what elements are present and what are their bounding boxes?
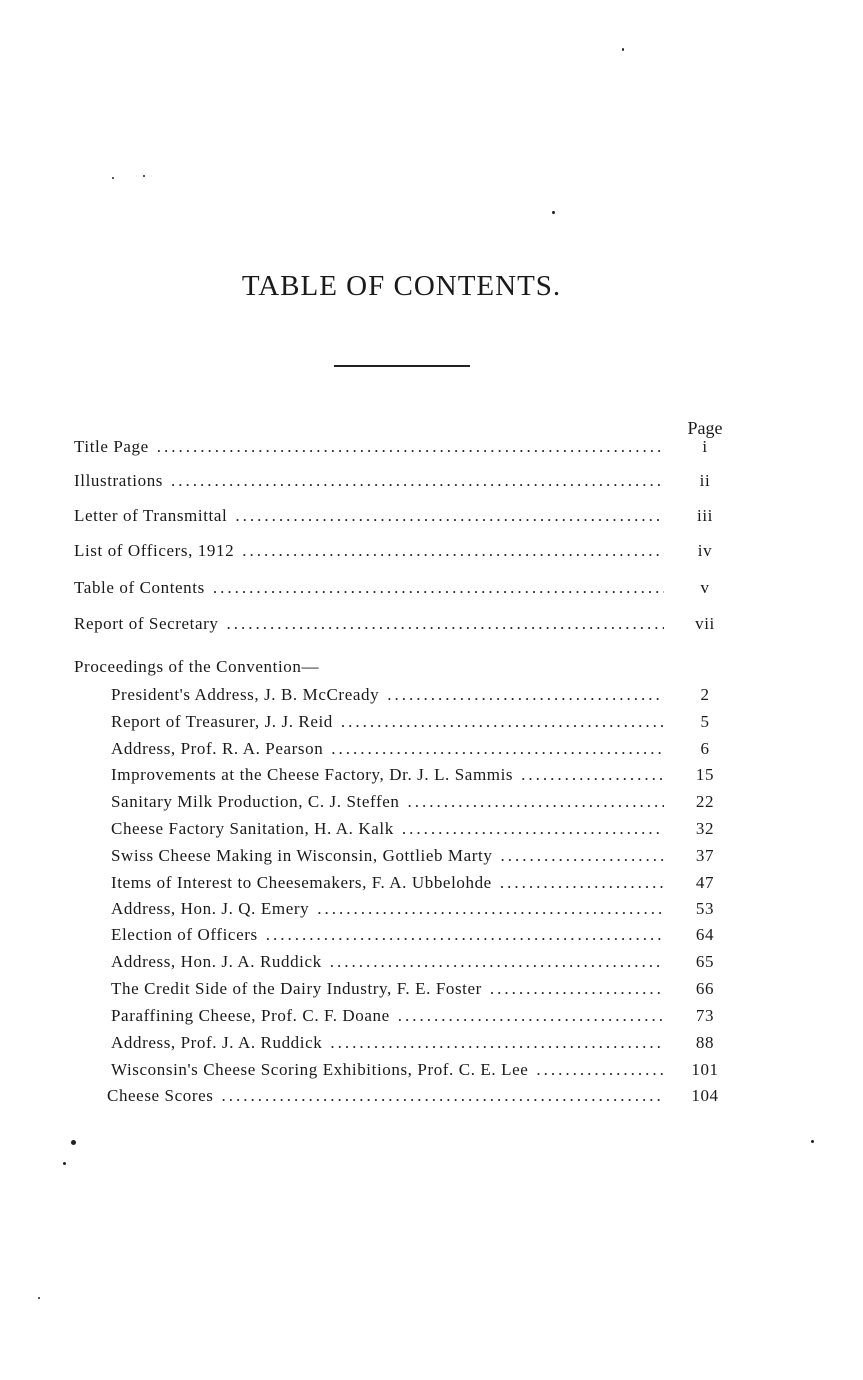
toc-subentry (111, 873, 742, 893)
toc-entry-label: Address, Prof. J. A. Ruddick (111, 1033, 323, 1052)
toc-entry-label: Cheese Scores (107, 1086, 214, 1105)
toc-entry-label: President's Address, J. B. McCready (111, 685, 380, 704)
toc-entry (74, 471, 742, 491)
toc-entry-label: Address, Hon. J. Q. Emery (111, 899, 310, 918)
scan-speck (71, 1140, 76, 1145)
toc-entry-label: Address, Prof. R. A. Pearson (111, 739, 324, 758)
dot-leader (266, 925, 664, 945)
toc-entry-page: 6 (700, 739, 710, 758)
toc-entry-page: i (702, 437, 708, 456)
dot-leader (157, 437, 664, 457)
toc-subentry (111, 1060, 742, 1080)
scan-speck (143, 175, 145, 177)
dot-leader (490, 979, 664, 999)
toc-subentry (111, 899, 742, 919)
toc-entry-page: 15 (695, 765, 715, 784)
dot-leader (387, 685, 664, 705)
toc-entry-label: Illustrations (74, 471, 164, 490)
dot-leader (227, 614, 664, 634)
dot-leader (330, 1033, 664, 1053)
toc-entry (74, 614, 742, 634)
dot-leader (521, 765, 664, 785)
toc-entry-label: The Credit Side of the Dairy Industry, F. E. Foster (111, 979, 482, 998)
toc-subentry (111, 979, 742, 999)
toc-entry-page: 5 (700, 712, 710, 731)
toc-entry-label: Title Page (74, 437, 149, 456)
toc-subentry (111, 819, 742, 839)
scan-speck (112, 177, 114, 179)
toc-entry-page: 88 (695, 1033, 715, 1052)
toc-subentry (107, 1086, 742, 1106)
scan-speck (622, 48, 624, 51)
dot-leader (536, 1060, 664, 1080)
toc-entry-page: 66 (695, 979, 715, 998)
toc-entry-page: vii (695, 614, 715, 633)
toc-entry-label: Letter of Transmittal (74, 506, 228, 525)
toc-subentry (111, 1033, 742, 1053)
toc-entry-label: Report of Treasurer, J. J. Reid (111, 712, 333, 731)
toc-entry-page: v (700, 578, 710, 597)
dot-leader (235, 506, 664, 526)
toc-entry-page: 101 (691, 1060, 719, 1079)
toc-subentry (111, 846, 742, 866)
scan-speck (811, 1140, 814, 1143)
dot-leader (242, 541, 664, 561)
dot-leader (398, 1006, 664, 1026)
dot-leader (331, 739, 664, 759)
toc-subentry (111, 925, 742, 945)
toc-entry-page: 47 (695, 873, 715, 892)
toc-subentry (111, 685, 742, 705)
dot-leader (213, 578, 664, 598)
toc-entry-label: Table of Contents (74, 578, 205, 597)
dot-leader (407, 792, 664, 812)
toc-entry (74, 541, 742, 561)
toc-entry-label: Wisconsin's Cheese Scoring Exhibitions, Prof. C. E. Lee (111, 1060, 529, 1079)
toc-entry-page: ii (699, 471, 711, 490)
toc-subentry (111, 712, 742, 732)
toc-entry-page: 2 (700, 685, 710, 704)
toc-entry-page: 22 (695, 792, 715, 811)
toc-subentry (111, 1006, 742, 1026)
toc-entry-label: Election of Officers (111, 925, 258, 944)
toc-entry-page: iv (697, 541, 713, 560)
toc-entry-label: Items of Interest to Cheesemakers, F. A. Ubbelohde (111, 873, 492, 892)
dot-leader (402, 819, 664, 839)
toc-entry-label: Address, Hon. J. A. Ruddick (111, 952, 322, 971)
title-rule (334, 365, 470, 367)
toc-entry-label: Report of Secretary (74, 614, 219, 633)
toc-subentry (111, 952, 742, 972)
dot-leader (171, 471, 664, 491)
toc-entry-page: 32 (695, 819, 715, 838)
dot-leader (317, 899, 664, 919)
section-heading: Proceedings of the Convention— (74, 657, 320, 676)
dot-leader (500, 873, 664, 893)
toc-entry-page: 53 (695, 899, 715, 918)
page-title: TABLE OF CONTENTS. (241, 270, 562, 302)
toc-entry-page: 37 (695, 846, 715, 865)
scan-speck (552, 211, 555, 214)
toc-entry (74, 578, 742, 598)
toc-entry-label: Improvements at the Cheese Factory, Dr. J. L. Sammis (111, 765, 514, 784)
toc-entry-page: 104 (691, 1086, 719, 1105)
dot-leader (221, 1086, 664, 1106)
dot-leader (330, 952, 664, 972)
toc-subentry (111, 765, 742, 785)
toc-entry-label: Sanitary Milk Production, C. J. Steffen (111, 792, 400, 811)
toc-entry (74, 506, 742, 526)
dot-leader (500, 846, 664, 866)
toc-entry-label: Paraffining Cheese, Prof. C. F. Doane (111, 1006, 390, 1025)
toc-subentry (111, 792, 742, 812)
toc-entry-page: 73 (695, 1006, 715, 1025)
toc-entry-page: 65 (695, 952, 715, 971)
toc-entry-label: Swiss Cheese Making in Wisconsin, Gottlieb Marty (111, 846, 493, 865)
toc-entry-label: List of Officers, 1912 (74, 541, 235, 560)
toc-entry-page: 64 (695, 925, 715, 944)
scan-speck (38, 1297, 40, 1299)
toc-entry (74, 437, 742, 457)
scan-speck (63, 1162, 66, 1165)
toc-entry-label: Cheese Factory Sanitation, H. A. Kalk (111, 819, 394, 838)
page-column-header: Page (687, 418, 723, 438)
toc-entry-page: iii (697, 506, 713, 525)
toc-subentry (111, 739, 742, 759)
dot-leader (341, 712, 664, 732)
